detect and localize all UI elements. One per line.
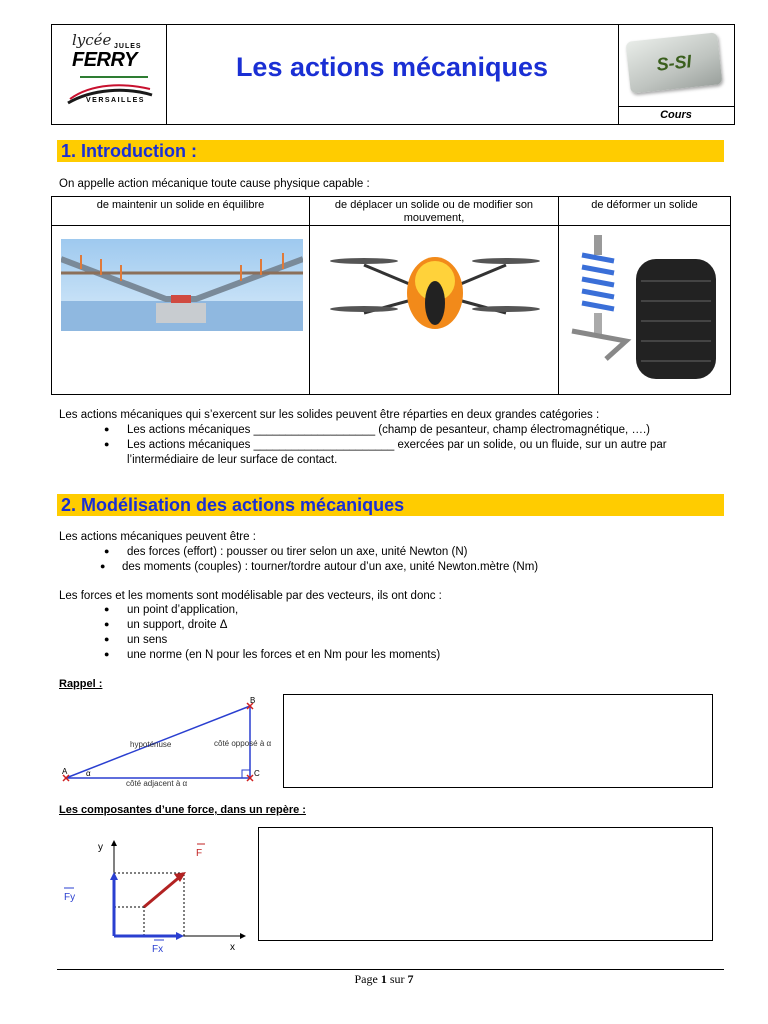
vector-property: un point d’application, xyxy=(127,604,239,616)
document-header xyxy=(51,24,735,125)
bridge-image xyxy=(61,239,303,331)
page-number: 1 xyxy=(380,972,387,986)
force-f-label: F xyxy=(196,848,203,859)
ssi-badge-label: S-SI xyxy=(655,50,693,75)
vector-property: une norme (en N pour les forces et en Nm pour les moments) xyxy=(127,649,441,661)
category-item-continuation: l’intermédiaire de leur surface de contact. xyxy=(127,454,338,466)
types-lead: Les actions mécaniques peuvent être : xyxy=(59,531,256,543)
y-axis-label: y xyxy=(98,842,103,853)
bullet-icon: ● xyxy=(104,649,110,659)
vector-property: un support, droite Δ xyxy=(127,619,228,631)
opposite-side-label: côté opposé à α xyxy=(214,739,272,748)
bullet-icon: ● xyxy=(100,561,106,571)
category-item: Les actions mécaniques ______________________ exercées par un solide, ou un fluide, sur un autre par xyxy=(127,439,667,451)
footer-divider xyxy=(57,969,724,970)
badge-cell xyxy=(618,25,734,107)
triangle-diagram xyxy=(58,694,290,794)
page-prefix: Page xyxy=(354,972,378,986)
vectors-intro: Les forces et les moments sont modélisable par des vecteurs, ils ont donc : xyxy=(59,590,442,602)
x-axis-label: x xyxy=(230,942,235,953)
bullet-icon: ● xyxy=(104,619,110,629)
suspension-image xyxy=(566,231,726,385)
force-components-diagram xyxy=(58,826,250,956)
table-header: de déplacer un solide ou de modifier son mouvement, xyxy=(334,199,534,224)
bullet-icon: ● xyxy=(104,424,110,434)
logo-ferry-text: FERRY xyxy=(72,49,137,71)
doc-type-label: Cours xyxy=(660,109,692,121)
bullet-icon: ● xyxy=(104,546,110,556)
intro-lead: On appelle action mécanique toute cause physique capable : xyxy=(59,178,370,190)
angle-alpha-label: α xyxy=(86,769,91,778)
vertex-b-label: B xyxy=(250,696,256,705)
type-item: des forces (effort) : pousser ou tirer selon un axe, unité Newton (N) xyxy=(127,546,468,558)
fx-label: Fx xyxy=(152,944,164,955)
table-header: de maintenir un solide en équilibre xyxy=(96,199,265,211)
type-item: des moments (couples) : tourner/tordre autour d’un axe, unité Newton.mètre (Nm) xyxy=(122,561,539,573)
logo-jules-text: JULES xyxy=(114,43,142,50)
page-footer xyxy=(0,972,768,987)
vertex-c-label: C xyxy=(254,769,260,778)
title-cell xyxy=(166,25,619,124)
logo-city-text: VERSAILLES xyxy=(86,97,145,104)
hypotenuse-label: hypoténuse xyxy=(130,740,172,749)
categories-intro: Les actions mécaniques qui s’exercent sur les solides peuvent être réparties en deux grandes catégories : xyxy=(59,409,600,421)
page-total: 7 xyxy=(407,972,414,986)
components-label: Les composantes d’une force, dans un repère : xyxy=(59,804,306,816)
vector-property: un sens xyxy=(127,634,168,646)
section-2-title: 2. Modélisation des actions mécaniques xyxy=(61,495,405,515)
school-logo xyxy=(52,25,167,124)
answer-box-rappel[interactable] xyxy=(283,694,713,788)
answer-box-components[interactable] xyxy=(258,827,713,941)
table-header: de déformer un solide xyxy=(591,199,698,211)
adjacent-side-label: côté adjacent à α xyxy=(126,779,188,788)
fy-label: Fy xyxy=(64,892,76,903)
section-1-title: 1. Introduction : xyxy=(61,141,197,161)
page-title: Les actions mécaniques xyxy=(235,52,549,82)
logo-lycee-text: lycée xyxy=(72,31,112,49)
bullet-icon: ● xyxy=(104,634,110,644)
category-item: Les actions mécaniques ___________________ (champ de pesanteur, champ électromagnétique, ….) xyxy=(127,424,650,436)
section-2-heading xyxy=(57,494,724,516)
page-sep: sur xyxy=(389,972,405,986)
vertex-a-label: A xyxy=(62,767,68,776)
intro-table xyxy=(51,196,731,395)
drone-image xyxy=(324,233,546,343)
bullet-icon: ● xyxy=(104,439,110,449)
section-1-heading xyxy=(57,140,724,162)
ssi-badge xyxy=(626,32,723,93)
bullet-icon: ● xyxy=(104,604,110,614)
rappel-label: Rappel : xyxy=(59,678,103,690)
